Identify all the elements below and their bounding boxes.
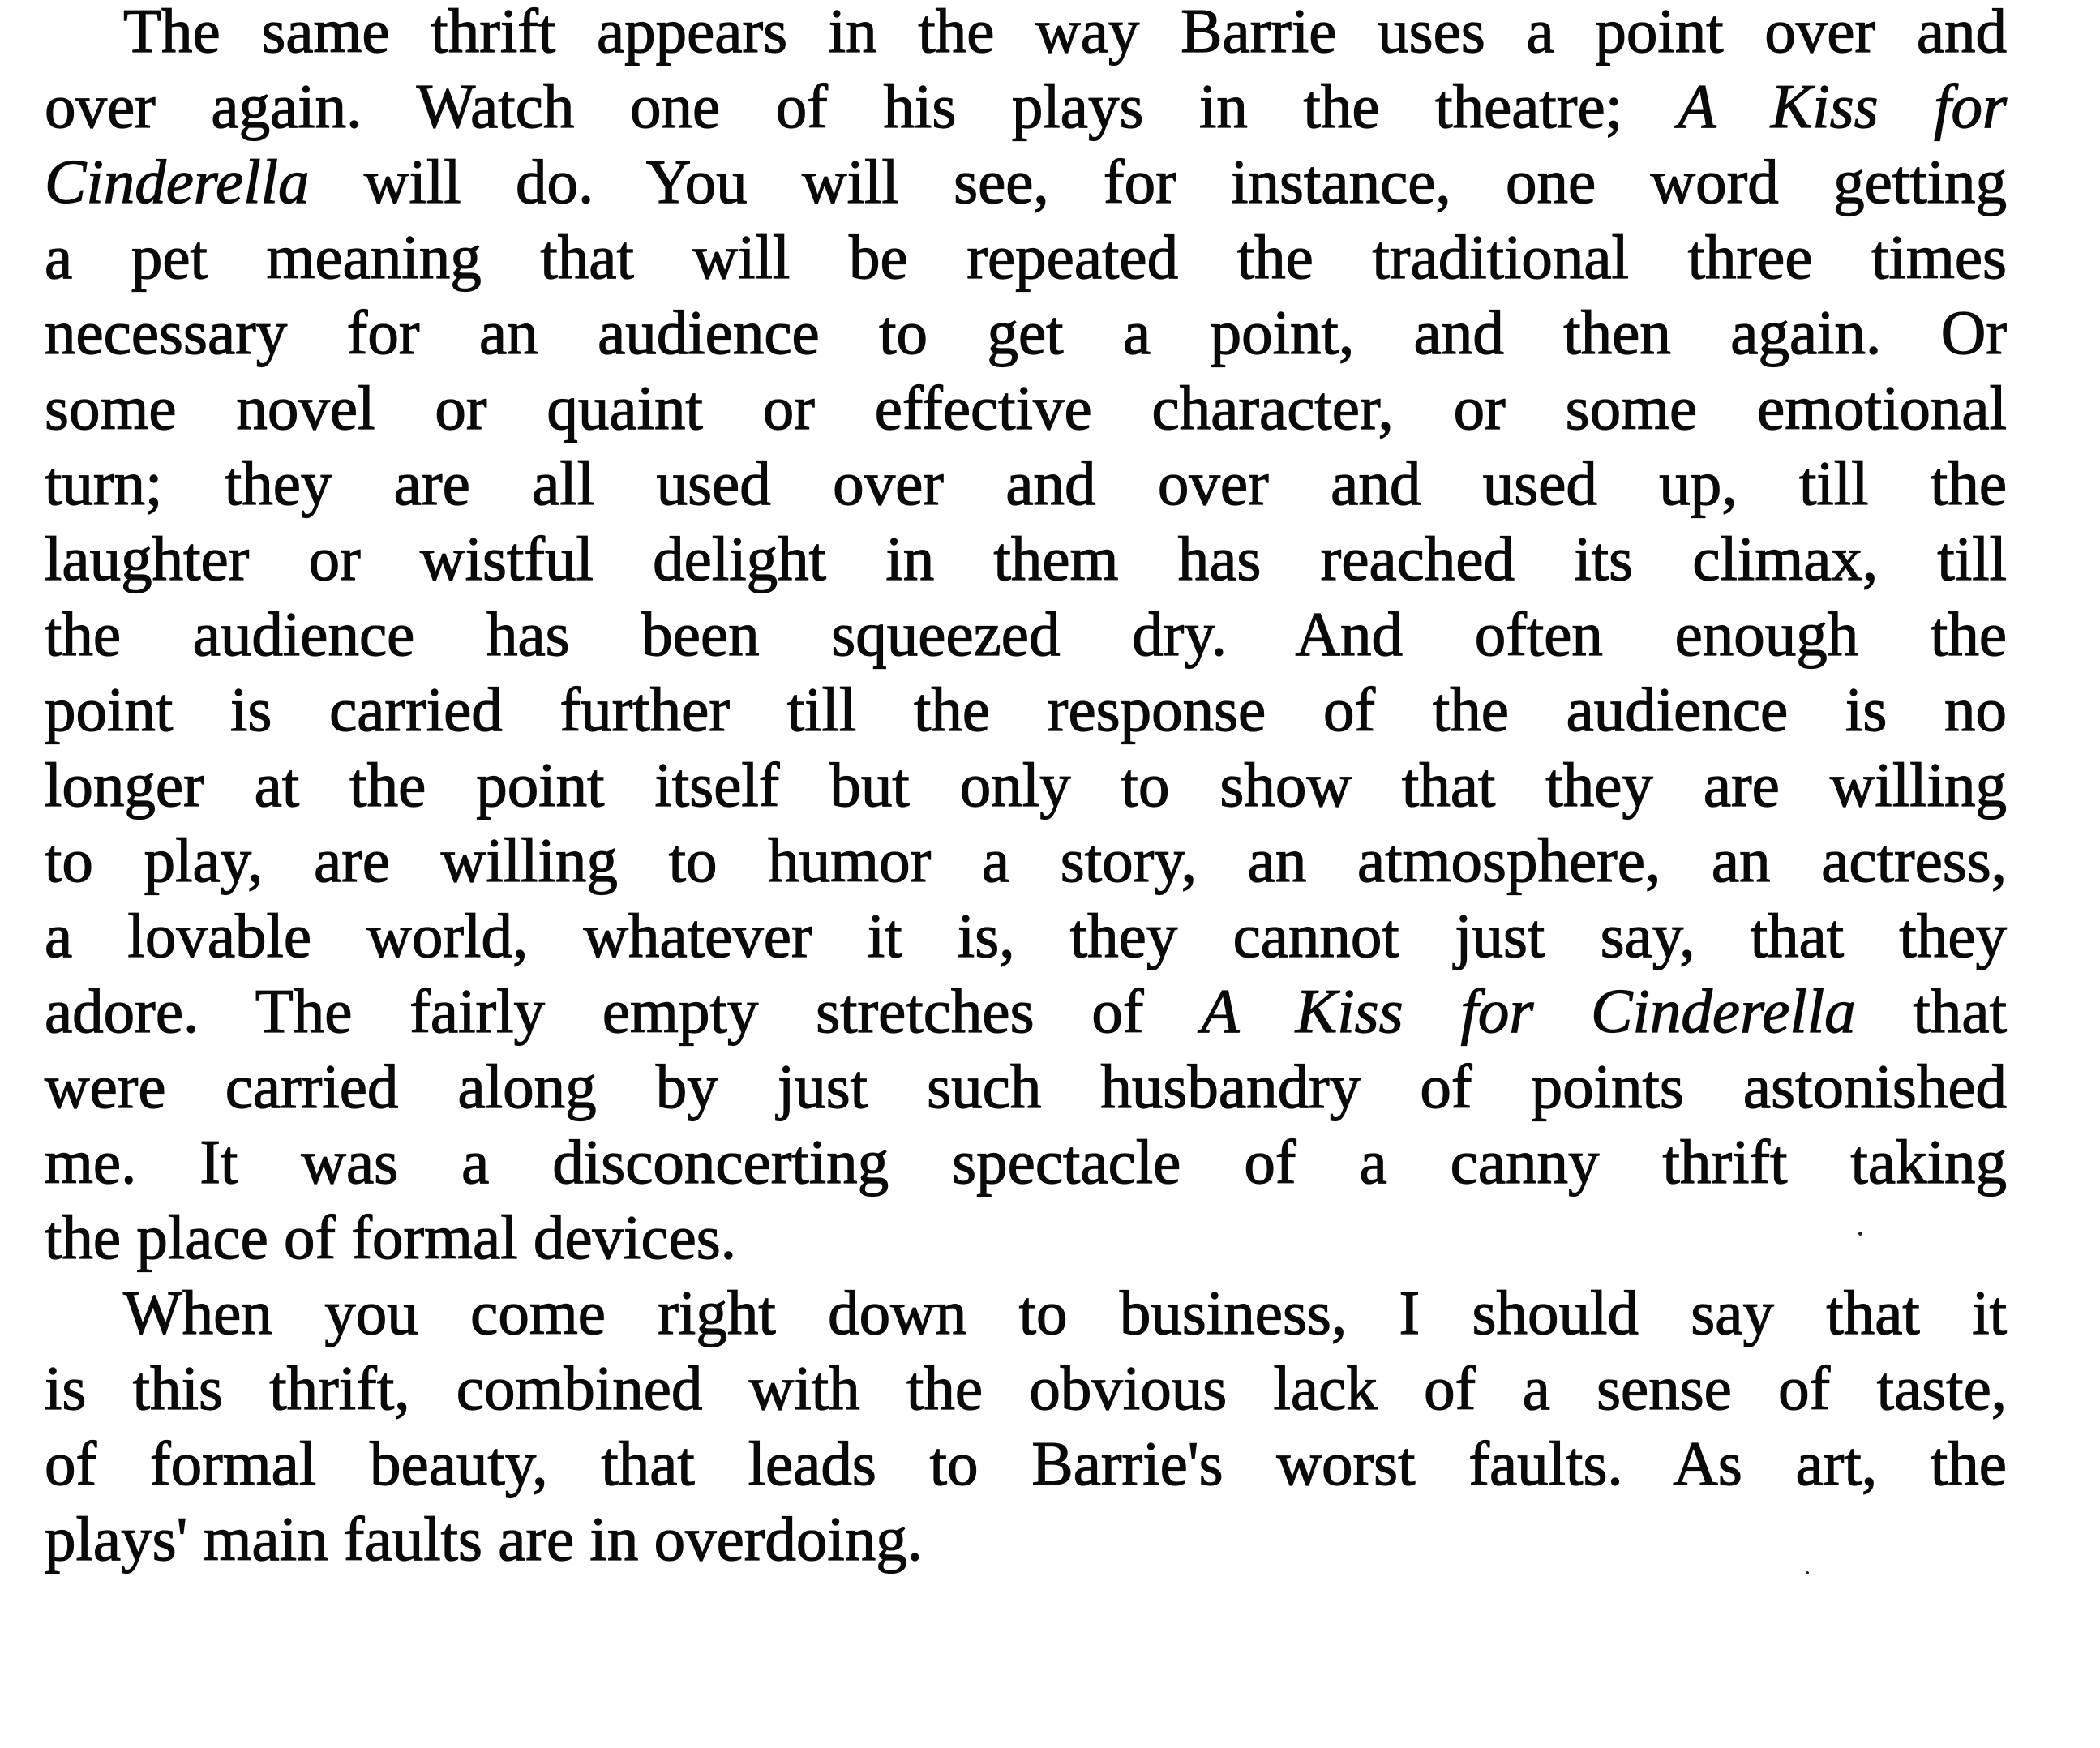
paragraph-line	[45, 220, 2007, 295]
text-run: were carried along by just such husbandry of points astonished	[45, 1052, 2007, 1121]
body-text	[45, 0, 2007, 1577]
text-run: a pet meaning that will be repeated the traditional three times	[45, 222, 2007, 292]
paragraph-line	[45, 974, 2007, 1049]
text-run: the place of formal devices.	[45, 1202, 737, 1272]
paragraph-first-line	[45, 0, 2007, 69]
text-run: plays' main faults are in overdoing.	[45, 1504, 924, 1574]
print-speck	[1858, 1232, 1862, 1236]
paragraph-line	[45, 295, 2007, 371]
paragraph-line	[45, 672, 2007, 748]
paragraph-first-line	[45, 1275, 2007, 1351]
text-run: is this thrift, combined with the obvious lack of a sense of taste,	[45, 1353, 2007, 1423]
text-run: turn; they are all used over and over and used up, till the	[45, 448, 2007, 518]
paragraph-line	[45, 521, 2007, 597]
paragraph-line	[45, 69, 2007, 144]
paragraph-line	[45, 1200, 2007, 1275]
text-run: longer at the point itself but only to show that they are willing	[45, 750, 2007, 820]
text-run: me. It was a disconcerting spectacle of a canny thrift taking	[45, 1127, 2007, 1197]
paragraph-line	[45, 823, 2007, 898]
paragraph-line	[45, 1049, 2007, 1125]
print-speck	[1806, 1571, 1809, 1574]
paragraph-line	[45, 1351, 2007, 1426]
text-run: laughter or wistful delight in them has reached its climax, till	[45, 524, 2007, 593]
text-run: will do. You will see, for instance, one word getting	[309, 147, 2007, 216]
italic-title-text: A Kiss for	[1678, 71, 2008, 141]
text-run: a lovable world, whatever it is, they cannot just say, that they	[45, 901, 2007, 970]
text-run: that	[1855, 976, 2007, 1046]
text-run: of formal beauty, that leads to Barrie's worst faults. As art, the	[45, 1429, 2007, 1498]
text-run: to play, are willing to humor a story, an atmosphere, an actress,	[45, 825, 2007, 895]
paragraph-line	[45, 898, 2007, 974]
paragraph-line	[45, 1426, 2007, 1502]
paragraph-line	[45, 1502, 2007, 1577]
text-run: When you come right down to business, I should say that it	[123, 1278, 2007, 1347]
text-run: some novel or quaint or effective character, or some emotional	[45, 373, 2007, 443]
text-run: necessary for an audience to get a point, and then again. Or	[45, 298, 2007, 367]
paragraph-line	[45, 1125, 2007, 1200]
text-run: the audience has been squeezed dry. And often enough the	[45, 599, 2007, 669]
text-run: point is carried further till the response of the audience is no	[45, 675, 2007, 744]
text-run: over again. Watch one of his plays in the theatre;	[45, 71, 1678, 141]
paragraph-line	[45, 144, 2007, 220]
paragraph-line	[45, 371, 2007, 446]
paragraph-line	[45, 446, 2007, 521]
italic-title-text: Cinderella	[45, 147, 310, 216]
text-run: adore. The fairly empty stretches of	[45, 976, 1202, 1046]
paragraph-line	[45, 748, 2007, 823]
italic-title-text: A Kiss for Cinderella	[1201, 976, 1856, 1046]
paragraph-line	[45, 597, 2007, 672]
text-run: The same thrift appears in the way Barrie uses a point over and	[123, 0, 2007, 66]
